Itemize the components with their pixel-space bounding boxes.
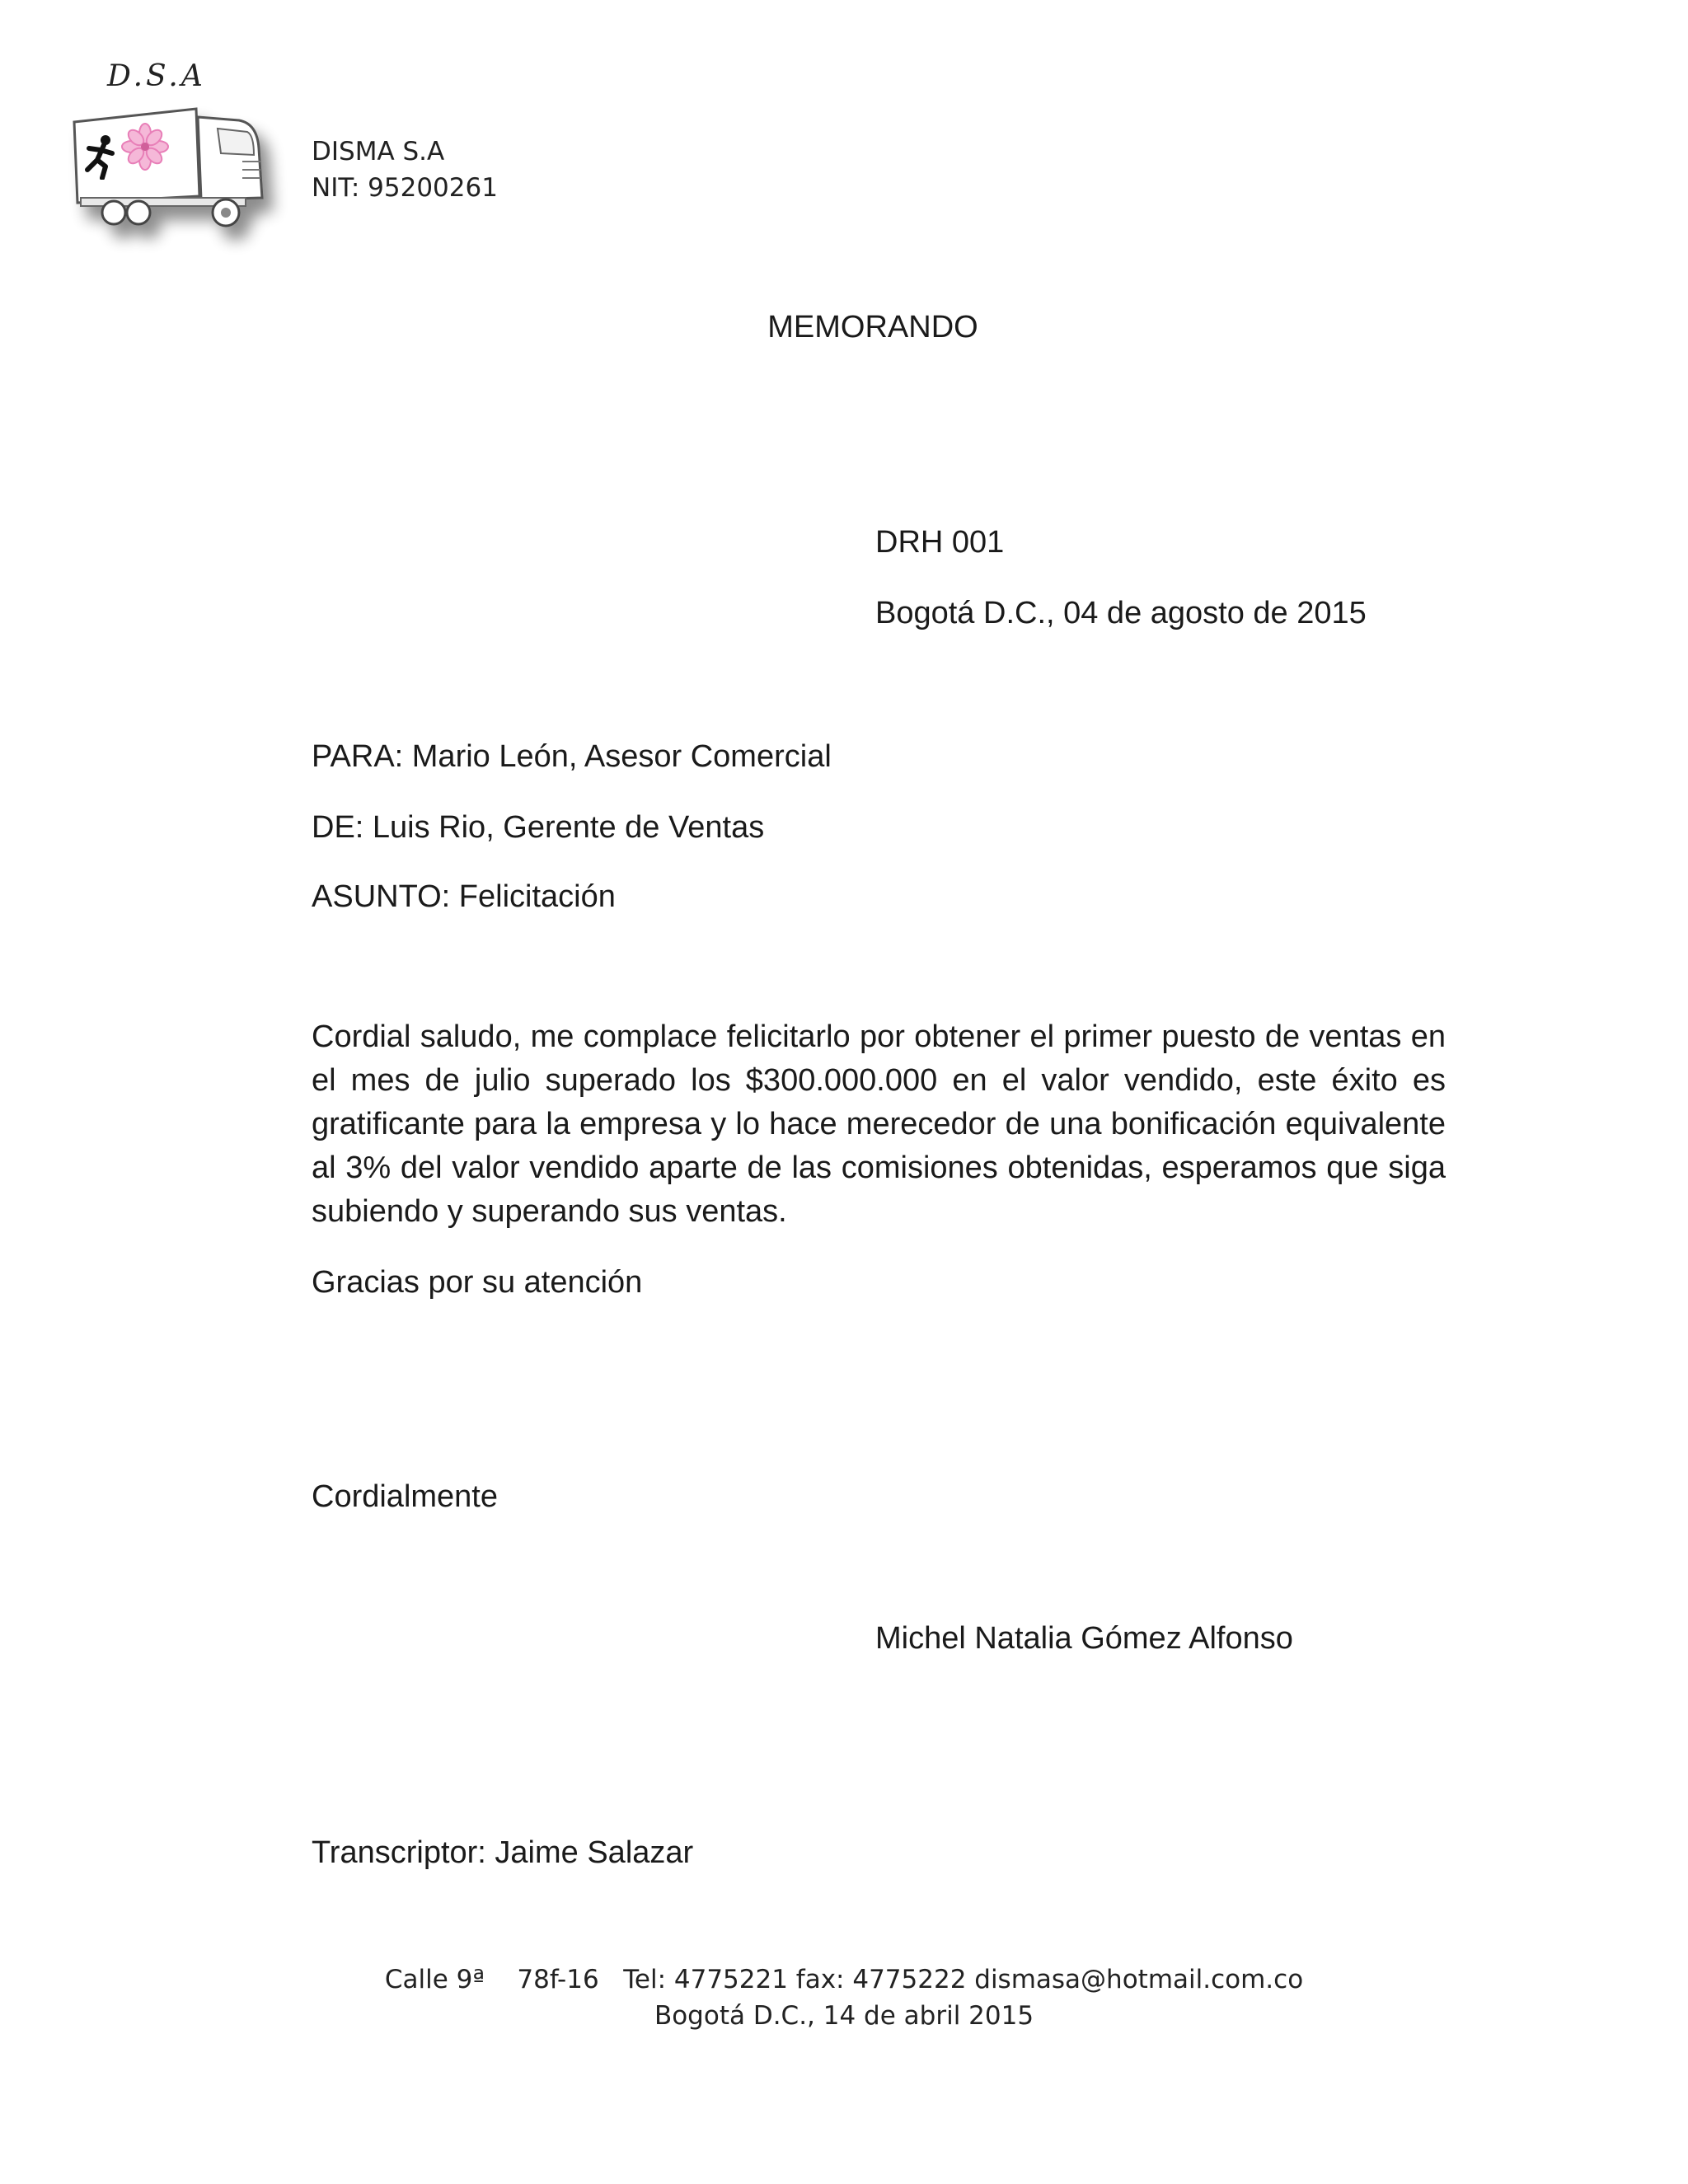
footer-date: Bogotá D.C., 14 de abril 2015 — [654, 2001, 1034, 2031]
memo-place-date: Bogotá D.C., 04 de agosto de 2015 — [875, 596, 1367, 630]
memo-transcriber: Transcriptor: Jaime Salazar — [312, 1835, 694, 1870]
flower-icon — [120, 122, 170, 171]
company-nit: NIT: 95200261 — [312, 173, 498, 203]
memo-to: PARA: Mario León, Asesor Comercial — [312, 739, 832, 774]
document-title: MEMORANDO — [767, 310, 978, 344]
memo-body-paragraph: Cordial saludo, me complace felicitarlo por obtener el primer puesto de ventas en el mes de julio superado los $300.000.000 en el valor vendido, este éxito es gratificante para la empresa y lo hace merecedor de una bonificación equivalente al 3% del valor vendido aparte de las comisiones obtenidas, esperamos que siga subiendo y superando sus ventas. — [312, 1019, 1446, 1229]
memo-thanks: Gracias por su atención — [312, 1265, 643, 1300]
running-person-icon — [79, 134, 120, 180]
memo-subject: ASUNTO: Felicitación — [312, 879, 616, 914]
memo-from: DE: Luis Rio, Gerente de Ventas — [312, 810, 765, 845]
company-logo — [56, 58, 320, 264]
company-name: DISMA S.A — [312, 137, 445, 166]
memo-code: DRH 001 — [875, 525, 1005, 560]
memo-signer: Michel Natalia Gómez Alfonso — [875, 1621, 1293, 1656]
memo-salutation: Cordialmente — [312, 1479, 498, 1514]
logo-text: D.S.A — [107, 59, 206, 93]
footer-address: Calle 9ª 78f-16 Tel: 4775221 fax: 4775222 dismasa@hotmail.com.co — [384, 1965, 1304, 1994]
company-info — [312, 134, 498, 206]
